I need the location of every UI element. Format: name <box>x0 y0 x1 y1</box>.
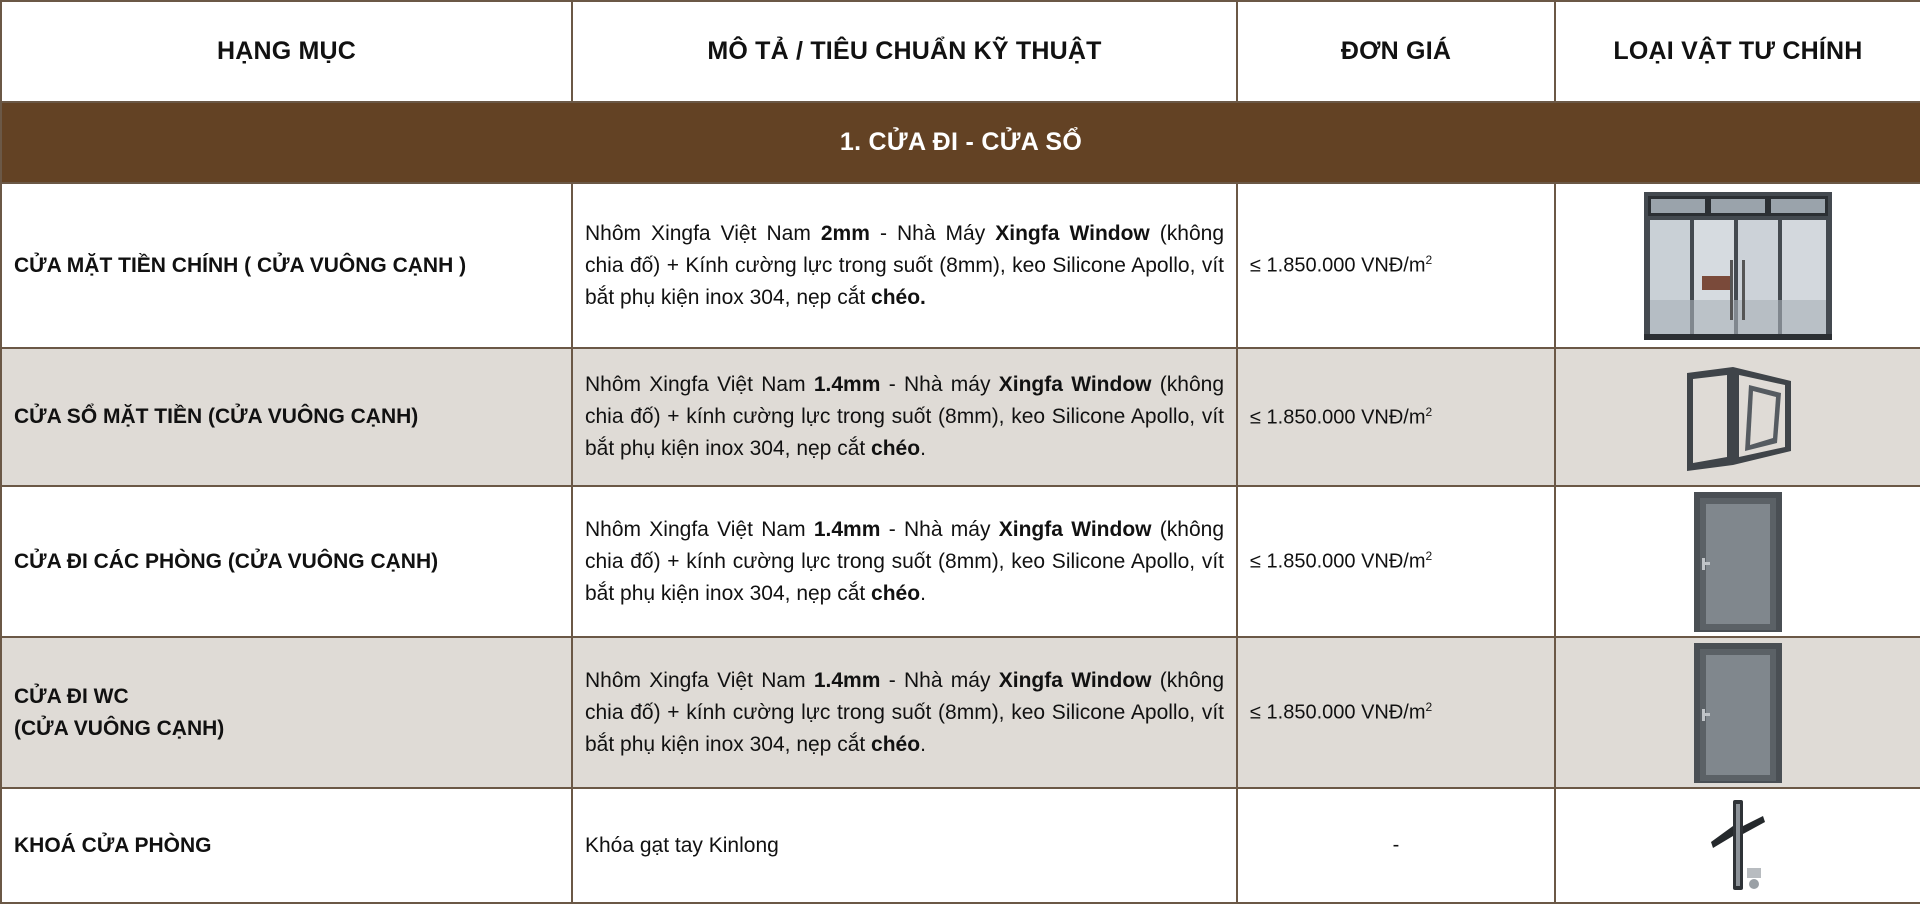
door-lock-handle-icon <box>1703 796 1773 896</box>
table-row <box>1 788 1920 903</box>
item-price: - <box>1237 788 1555 903</box>
header-price: ĐƠN GIÁ <box>1237 1 1555 102</box>
wc-door-icon <box>1694 643 1782 783</box>
table-row <box>1 348 1920 486</box>
item-price: ≤ 1.850.000 VNĐ/$m^2$ <box>1237 348 1555 486</box>
header-description: MÔ TẢ / TIÊU CHUẨN KỸ THUẬT <box>572 1 1237 102</box>
section-row <box>1 102 1920 183</box>
item-description: Nhôm Xingfa Việt Nam 1.4mm - Nhà máy Xingfa Window (không chia đố) + kính cường lực trong suốt (8mm), keo Silicone Apollo, vít bắt phụ kiện inox 304, nẹp cắt chéo. <box>572 348 1237 486</box>
storefront-glass-door-icon <box>1642 190 1834 342</box>
item-name: CỬA ĐI CÁC PHÒNG (CỬA VUÔNG CẠNH) <box>1 486 572 637</box>
section-title: 1. CỬA ĐI - CỬA SỔ <box>1 102 1920 183</box>
item-name: CỬA MẶT TIỀN CHÍNH ( CỬA VUÔNG CẠNH ) <box>1 183 572 348</box>
header-item: HẠNG MỤC <box>1 1 572 102</box>
item-price: ≤ 1.850.000 VNĐ/$m^2$ <box>1237 486 1555 637</box>
item-name: CỬA SỔ MẶT TIỀN (CỬA VUÔNG CẠNH) <box>1 348 572 486</box>
header-row <box>1 1 1920 102</box>
item-description: Nhôm Xingfa Việt Nam 2mm - Nhà Máy Xingfa Window (không chia đố) + Kính cường lực trong suốt (8mm), keo Silicone Apollo, vít bắt phụ kiện inox 304, nẹp cắt chéo. <box>572 183 1237 348</box>
table-row <box>1 183 1920 348</box>
table-row <box>1 637 1920 788</box>
item-description: Khóa gạt tay Kinlong <box>572 788 1237 903</box>
item-price: ≤ 1.850.000 VNĐ/$m^2$ <box>1237 183 1555 348</box>
header-material: LOẠI VẬT TƯ CHÍNH <box>1555 1 1920 102</box>
table-row <box>1 486 1920 637</box>
item-description: Nhôm Xingfa Việt Nam 1.4mm - Nhà máy Xingfa Window (không chia đố) + kính cường lực trong suốt (8mm), keo Silicone Apollo, vít bắt phụ kiện inox 304, nẹp cắt chéo. <box>572 486 1237 637</box>
room-door-icon <box>1694 492 1782 632</box>
item-price: ≤ 1.850.000 VNĐ/$m^2$ <box>1237 637 1555 788</box>
item-name: CỬA ĐI WC (CỬA VUÔNG CẠNH) <box>1 637 572 788</box>
item-name: KHOÁ CỬA PHÒNG <box>1 788 572 903</box>
item-description: Nhôm Xingfa Việt Nam 1.4mm - Nhà máy Xingfa Window (không chia đố) + kính cường lực trong suốt (8mm), keo Silicone Apollo, vít bắt phụ kiện inox 304, nẹp cắt chéo. <box>572 637 1237 788</box>
aluminum-window-icon <box>1683 363 1793 471</box>
